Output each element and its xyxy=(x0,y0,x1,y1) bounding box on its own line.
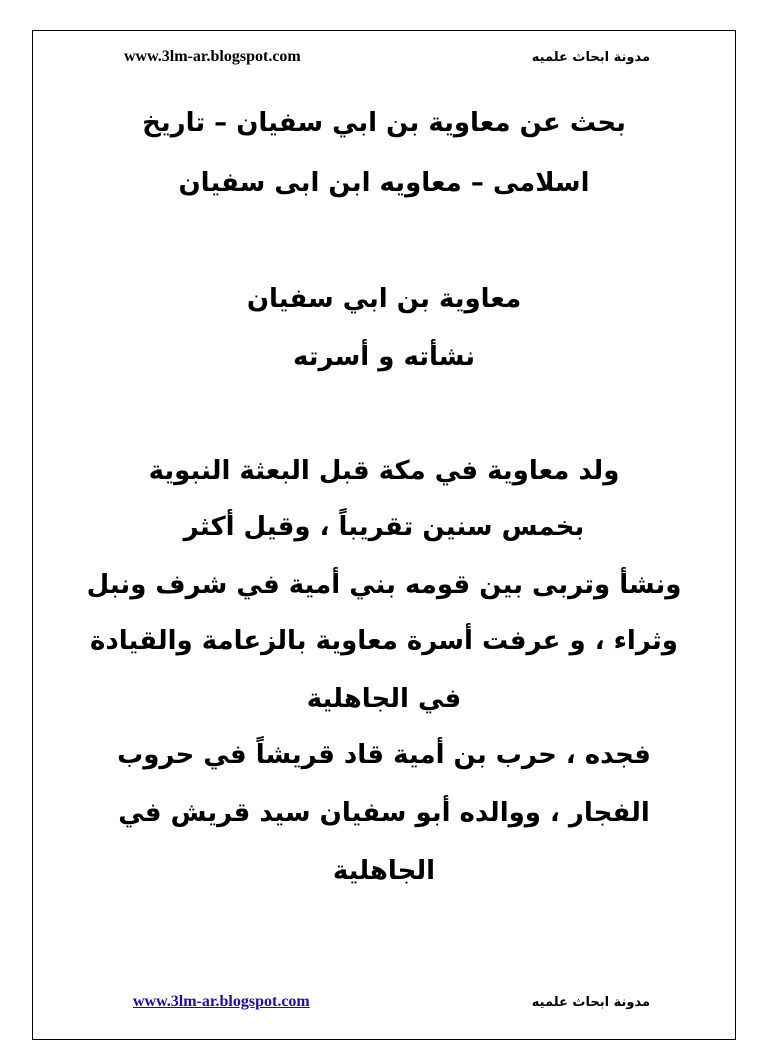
paragraph-line: الجاهلية xyxy=(332,856,436,886)
paragraph-line: فجده ، حرب بن أمية قاد قريشاً في حروب xyxy=(117,740,651,770)
paragraph-line: وثراء ، و عرفت أسرة معاوية بالزعامة والقيادة xyxy=(90,626,678,656)
subtitle-line-2: نشأته و أسرته xyxy=(293,342,475,372)
footer-blog-name: مدونة ابحاث علميه xyxy=(531,995,650,1010)
subtitle-line-1: معاوية بن ابي سفيان xyxy=(246,284,522,314)
paragraph-line: بخمس سنين تقريباً ، وقيل أكثر xyxy=(183,512,585,542)
title-line-2: اسلامى – معاويه ابن ابى سفيان xyxy=(178,168,590,198)
header-blog-name: مدونة ابحاث علميه xyxy=(531,50,650,65)
page-header xyxy=(0,48,768,72)
footer-url-link[interactable]: www.3lm-ar.blogspot.com xyxy=(133,993,310,1010)
paragraph-line: ولد معاوية في مكة قبل البعثة النبوية xyxy=(148,456,620,486)
title-line-1: بحث عن معاوية بن ابي سفيان – تاريخ xyxy=(142,108,626,138)
paragraph-line: في الجاهلية xyxy=(306,684,462,714)
paragraph-line: الفجار ، ووالده أبو سفيان سيد قريش في xyxy=(118,798,650,828)
header-url: www.3lm-ar.blogspot.com xyxy=(124,48,301,65)
paragraph-line: ونشأ وتربى بين قومه بني أمية في شرف ونبل xyxy=(86,570,682,600)
page-footer xyxy=(0,993,768,1017)
